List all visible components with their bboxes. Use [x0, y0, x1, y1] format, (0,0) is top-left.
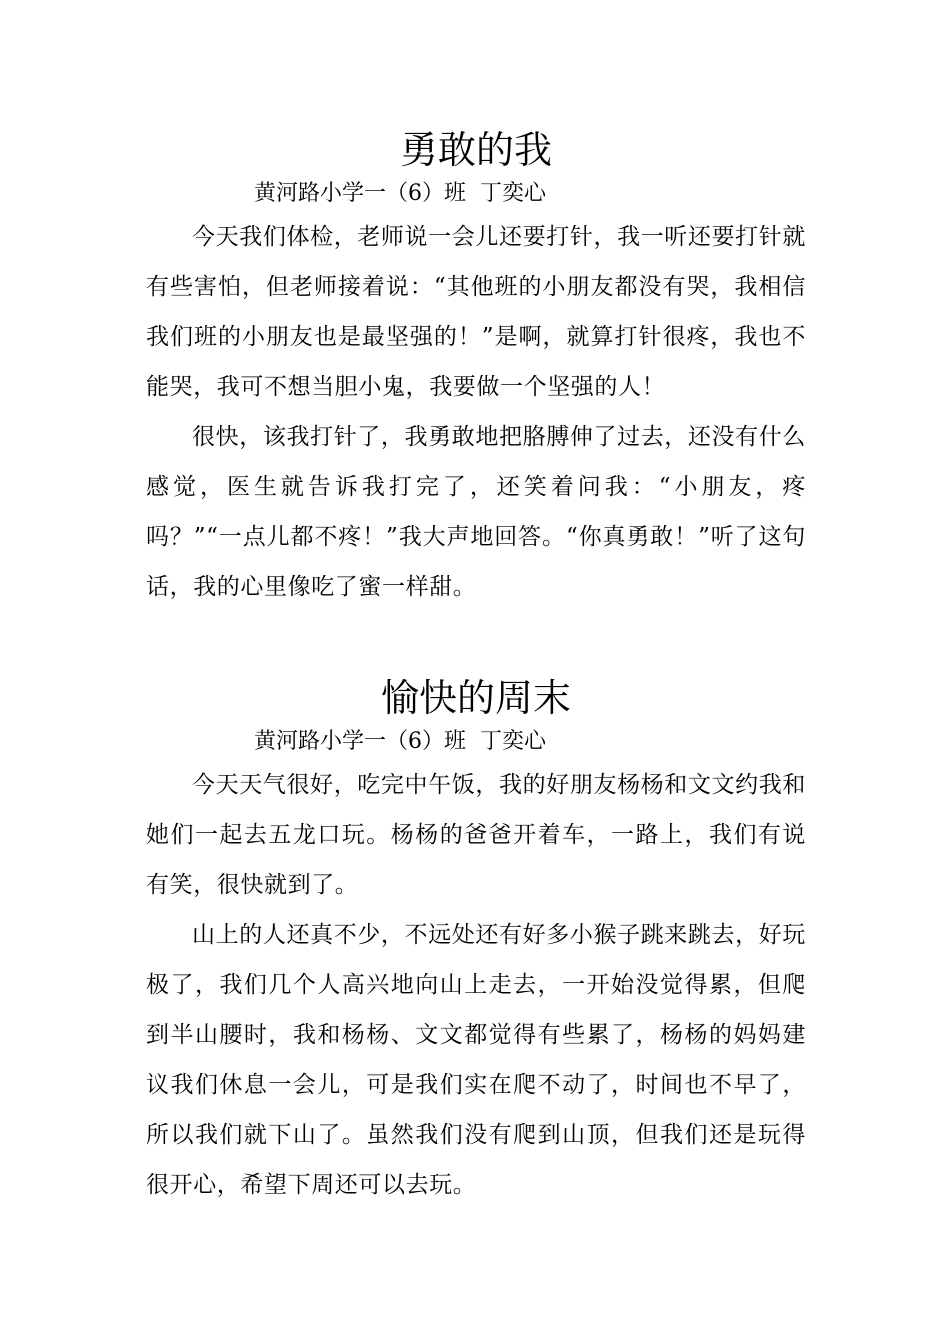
essay-paragraph: 今天天气很好，吃完中午饭，我的好朋友杨杨和文文约我和她们一起去五龙口玩。杨杨的爸爸开着车，一路上，我们有说有笑，很快就到了。 [146, 772, 806, 898]
essay-title: 勇敢的我 [399, 128, 552, 172]
essay-paragraph: 今天我们体检，老师说一会儿还要打针，我一听还要打针就有些害怕，但老师接着说：“其他班的小朋友都没有哭，我相信我们班的小朋友也是最坚强的！”是啊，就算打针很疼，我也不能哭，我可不想当胆小鬼，我要做一个坚强的人！ [146, 224, 806, 400]
essay-happy-weekend [146, 672, 806, 1210]
essay-title: 愉快的周末 [380, 676, 571, 720]
author-byline: 黄河路小学一（6）班 丁奕心 [254, 181, 546, 206]
essay-paragraph: 山上的人还真不少，不远处还有好多小猴子跳来跳去，好玩极了，我们几个人高兴地向山上走去，一开始没觉得累，但爬到半山腰时，我和杨杨、文文都觉得有些累了，杨杨的妈妈建议我们休息一会儿，可是我们实在爬不动了，时间也不早了，所以我们就下山了。虽然我们没有爬到山顶，但我们还是玩得很开心，希望下周还可以去玩。 [146, 922, 806, 1198]
essay-paragraph: 很快，该我打针了，我勇敢地把胳膊伸了过去，还没有什么感觉，医生就告诉我打完了，还笑着问我：“小朋友，疼吗？”“一点儿都不疼！”我大声地回答。“你真勇敢！”听了这句话，我的心里像吃了蜜一样甜。 [146, 424, 806, 600]
essay-brave-me [146, 124, 806, 612]
author-byline: 黄河路小学一（6）班 丁奕心 [254, 729, 546, 754]
